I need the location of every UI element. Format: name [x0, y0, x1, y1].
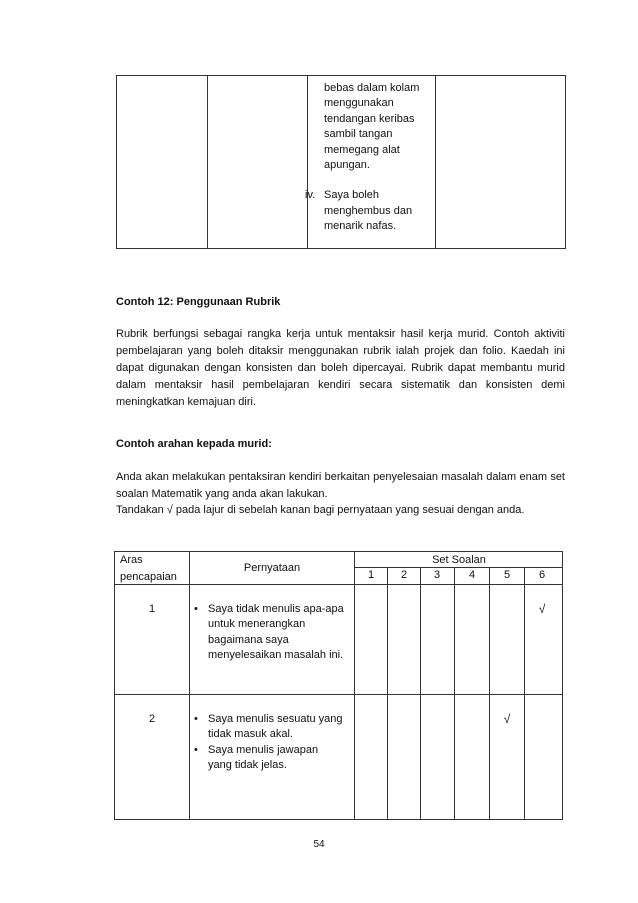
- column-divider: [387, 567, 388, 819]
- tick-instruction: Tandakan √ pada lajur di sebelah kanan bagi pernyataan yang sesuai dengan anda.: [116, 504, 525, 516]
- item-iv-label: iv.: [305, 189, 316, 202]
- bullet-icon: •: [194, 603, 198, 615]
- column-divider: [354, 552, 355, 819]
- statement-list: [194, 602, 344, 664]
- set-number: 1: [367, 569, 375, 581]
- statement-item: • Saya menulis sesuatu yang tidak masuk akal.: [194, 713, 343, 741]
- tick-mark: √: [538, 602, 546, 616]
- column-divider: [435, 76, 436, 248]
- item-line: menghembus dan: [324, 204, 413, 217]
- continuation-table: [116, 75, 566, 249]
- level-value: 1: [148, 603, 156, 615]
- column-divider: [189, 552, 190, 819]
- item-line: apungan.: [324, 159, 370, 172]
- statement-item: • Saya tidak menulis apa-apa untuk menerangkan bagaimana saya menyelesaikan masalah ini.: [194, 603, 344, 662]
- header-statement: Pernyataan: [243, 562, 301, 574]
- set-number: 3: [433, 569, 441, 581]
- set-number: 6: [538, 569, 546, 581]
- item-iv: [307, 188, 435, 234]
- column-divider: [420, 567, 421, 819]
- bullet-icon: •: [194, 743, 198, 756]
- bullet-icon: •: [194, 713, 198, 725]
- row-divider: [115, 584, 562, 585]
- rubric-table: [114, 551, 563, 820]
- set-number: 2: [400, 569, 408, 581]
- statement-item: • Saya menulis jawapan yang tidak jelas.: [194, 743, 319, 772]
- tick-mark: √: [503, 712, 511, 726]
- row-divider: [115, 694, 562, 695]
- column-divider: [207, 76, 208, 248]
- column-divider: [454, 567, 455, 819]
- item-line: Saya boleh: [324, 189, 380, 202]
- item-line: menarik nafas.: [324, 220, 397, 233]
- item-line: bebas dalam kolam: [324, 82, 420, 94]
- statement-list: [194, 712, 344, 774]
- set-number: 4: [468, 569, 476, 581]
- column-divider: [489, 567, 490, 819]
- header-level-line1: Aras: [120, 554, 143, 566]
- item-line: menggunakan: [324, 97, 394, 110]
- section-paragraph: Rubrik berfungsi sebagai rangka kerja untuk mentaksir hasil kerja murid. Contoh aktiviti pembelajaran yang boleh ditaksir menggunakan rubrik ialah projek dan folio. Kaedah ini dapat digunakan dengan konsisten dan boleh dipercayai. Rubrik dapat membantu murid dalam mentaksir hasil pembelajaran kendiri secara sistematik dan konsisten demi meningkatkan kemajuan diri.: [116, 328, 565, 408]
- section-heading: Contoh 12: Penggunaan Rubrik: [116, 296, 281, 308]
- instructions-heading: Contoh arahan kepada murid:: [116, 438, 272, 450]
- item-line: tendangan keribas: [324, 112, 415, 125]
- level-value: 2: [148, 713, 156, 725]
- set-number: 5: [503, 569, 511, 581]
- instructions-paragraph: Anda akan melakukan pentaksiran kendiri berkaitan penyelesaian masalah dalam enam set soalan Matematik yang anda akan lakukan.: [116, 471, 565, 500]
- header-level-line2: pencapaian: [120, 571, 177, 583]
- page-number: 54: [313, 839, 325, 850]
- method-cell: [307, 81, 435, 235]
- header-sets: Set Soalan: [432, 554, 486, 566]
- item-line: sambil tangan: [324, 128, 393, 141]
- item-line: memegang alat: [324, 143, 400, 156]
